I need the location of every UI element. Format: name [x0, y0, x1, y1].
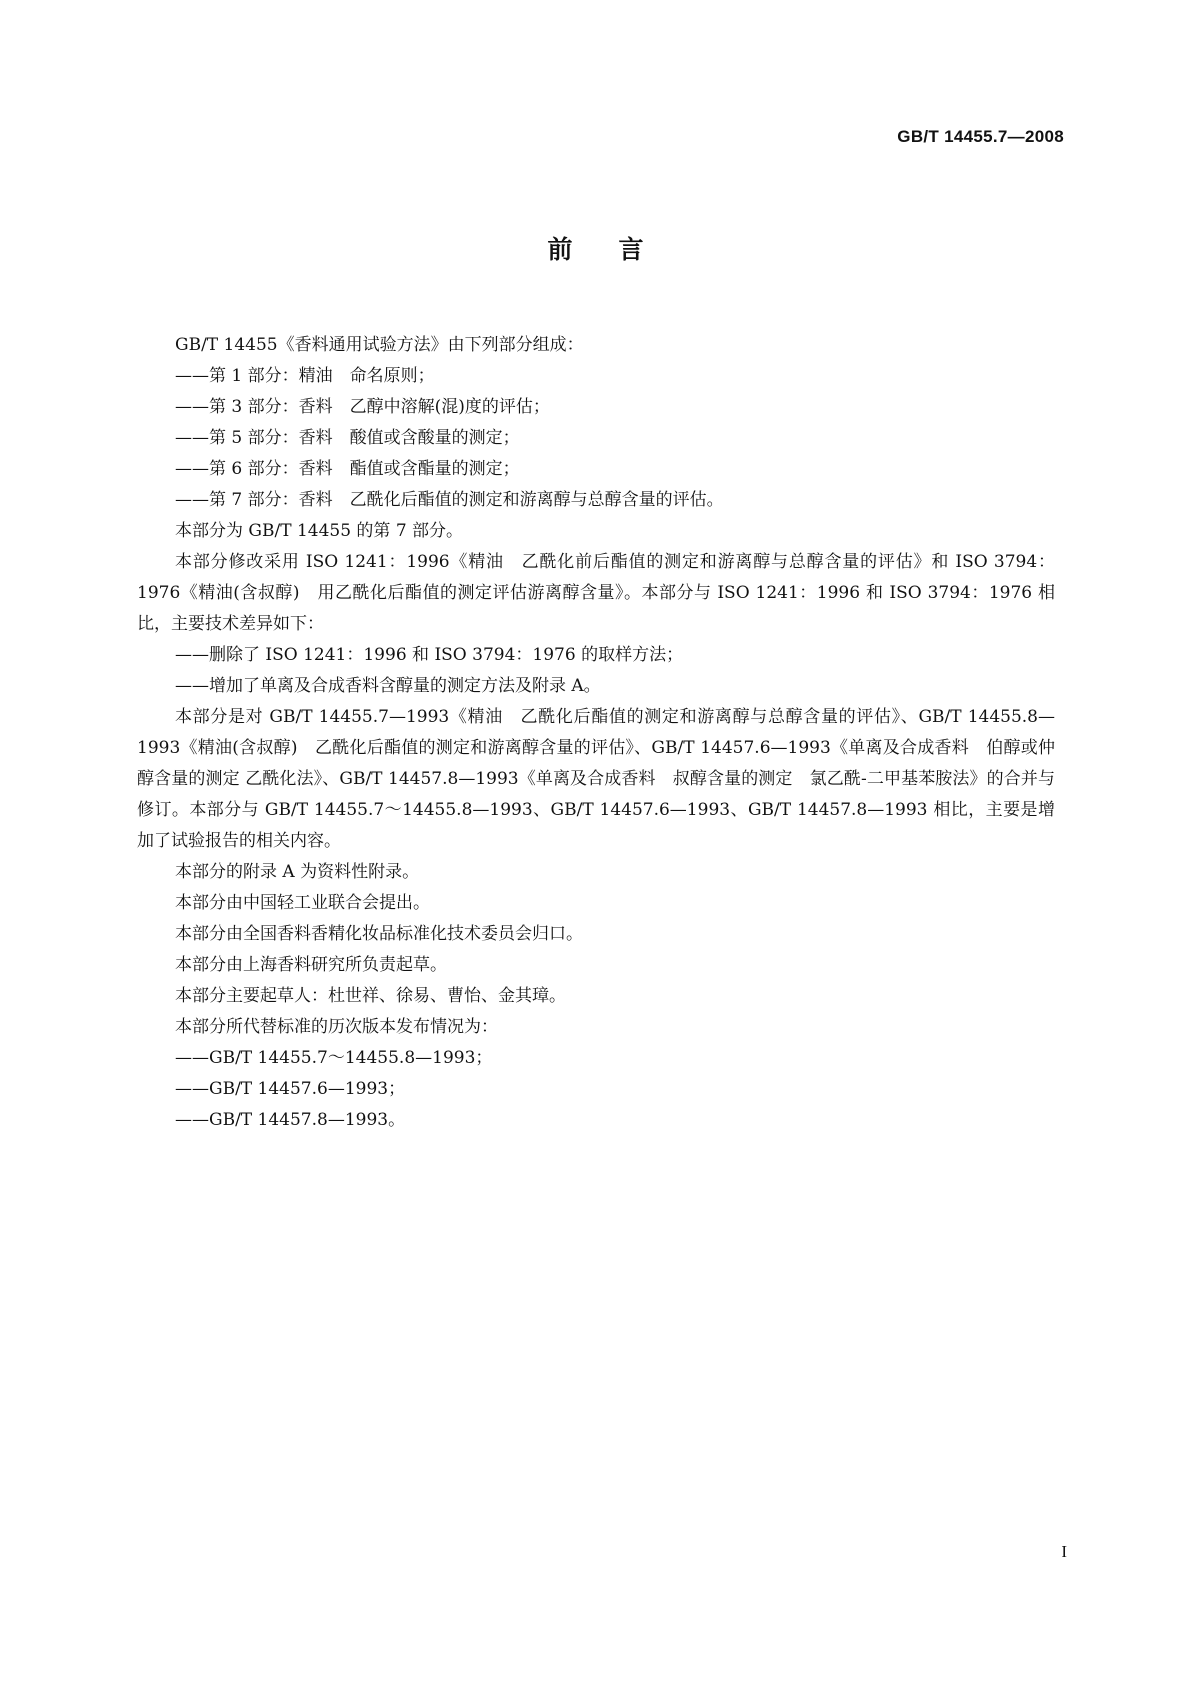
- difference-list-item: ——删除了 ISO 1241：1996 和 ISO 3794：1976 的取样方法；: [175, 645, 684, 665]
- intro-paragraph: GB/T 14455《香料通用试验方法》由下列部分组成：: [175, 335, 584, 355]
- page-number: I: [1061, 1542, 1067, 1561]
- page-title: 前言: [547, 235, 690, 264]
- part-list-item: ——第 3 部分：香料 乙醇中溶解(混)度的评估；: [175, 397, 550, 417]
- part-list-item: ——第 7 部分：香料 乙酰化后酯值的测定和游离醇与总醇含量的评估。: [175, 490, 724, 510]
- standard-code: GB/T 14455.7—2008: [897, 127, 1064, 146]
- drafters-paragraph: 本部分主要起草人：杜世祥、徐易、曹怡、金其璋。: [175, 986, 566, 1006]
- part-list-item: ——第 1 部分：精油 命名原则；: [175, 366, 435, 386]
- annex-note-paragraph: 本部分的附录 A 为资料性附录。: [175, 862, 420, 882]
- revision-paragraph: 本部分是对 GB/T 14455.7—1993《精油 乙酰化后酯值的测定和游离醇与总醇含量的评估》、GB/T 14455.8—1993《精油(含叔醇) 乙酰化后酯值的测定和游离醇含量的评估》、GB/T 14457.6—1993《单离及合成香料 伯醇或仲醇含量的测定 乙酰化法》、GB/T 14457.8—1993《单离及合成香料 叔醇含量的测定 氯乙酰-二甲基苯胺法》的合并与修订。本部分与 GB/T 14455.7～14455.8—1993、GB/T 14457.6—1993、GB/T 14457.8—1993 相比，主要是增加了试验报告的相关内容。: [137, 707, 1055, 851]
- history-list-item: ——GB/T 14457.8—1993。: [175, 1110, 406, 1130]
- history-list-item: ——GB/T 14455.7～14455.8—1993；: [175, 1048, 493, 1068]
- difference-list-item: ——增加了单离及合成香料含醇量的测定方法及附录 A。: [175, 676, 601, 696]
- this-part-paragraph: 本部分为 GB/T 14455 的第 7 部分。: [175, 521, 464, 541]
- proposed-by-paragraph: 本部分由中国轻工业联合会提出。: [175, 893, 430, 913]
- history-list-item: ——GB/T 14457.6—1993；: [175, 1079, 406, 1099]
- history-intro-paragraph: 本部分所代替标准的历次版本发布情况为：: [175, 1017, 498, 1037]
- adoption-paragraph: 本部分修改采用 ISO 1241：1996《精油 乙酰化前后酯值的测定和游离醇与总醇含量的评估》和 ISO 3794：1976《精油(含叔醇) 用乙酰化后酯值的测定评估游离醇含量》。本部分与 ISO 1241：1996 和 ISO 3794：1976 相比，主要技术差异如下：: [137, 552, 1055, 634]
- part-list-item: ——第 5 部分：香料 酸值或含酸量的测定；: [175, 428, 520, 448]
- centralized-by-paragraph: 本部分由全国香料香精化妆品标准化技术委员会归口。: [175, 924, 583, 944]
- part-list-item: ——第 6 部分：香料 酯值或含酯量的测定；: [175, 459, 520, 479]
- drafted-by-paragraph: 本部分由上海香料研究所负责起草。: [175, 955, 447, 975]
- foreword-body: [137, 330, 1055, 1136]
